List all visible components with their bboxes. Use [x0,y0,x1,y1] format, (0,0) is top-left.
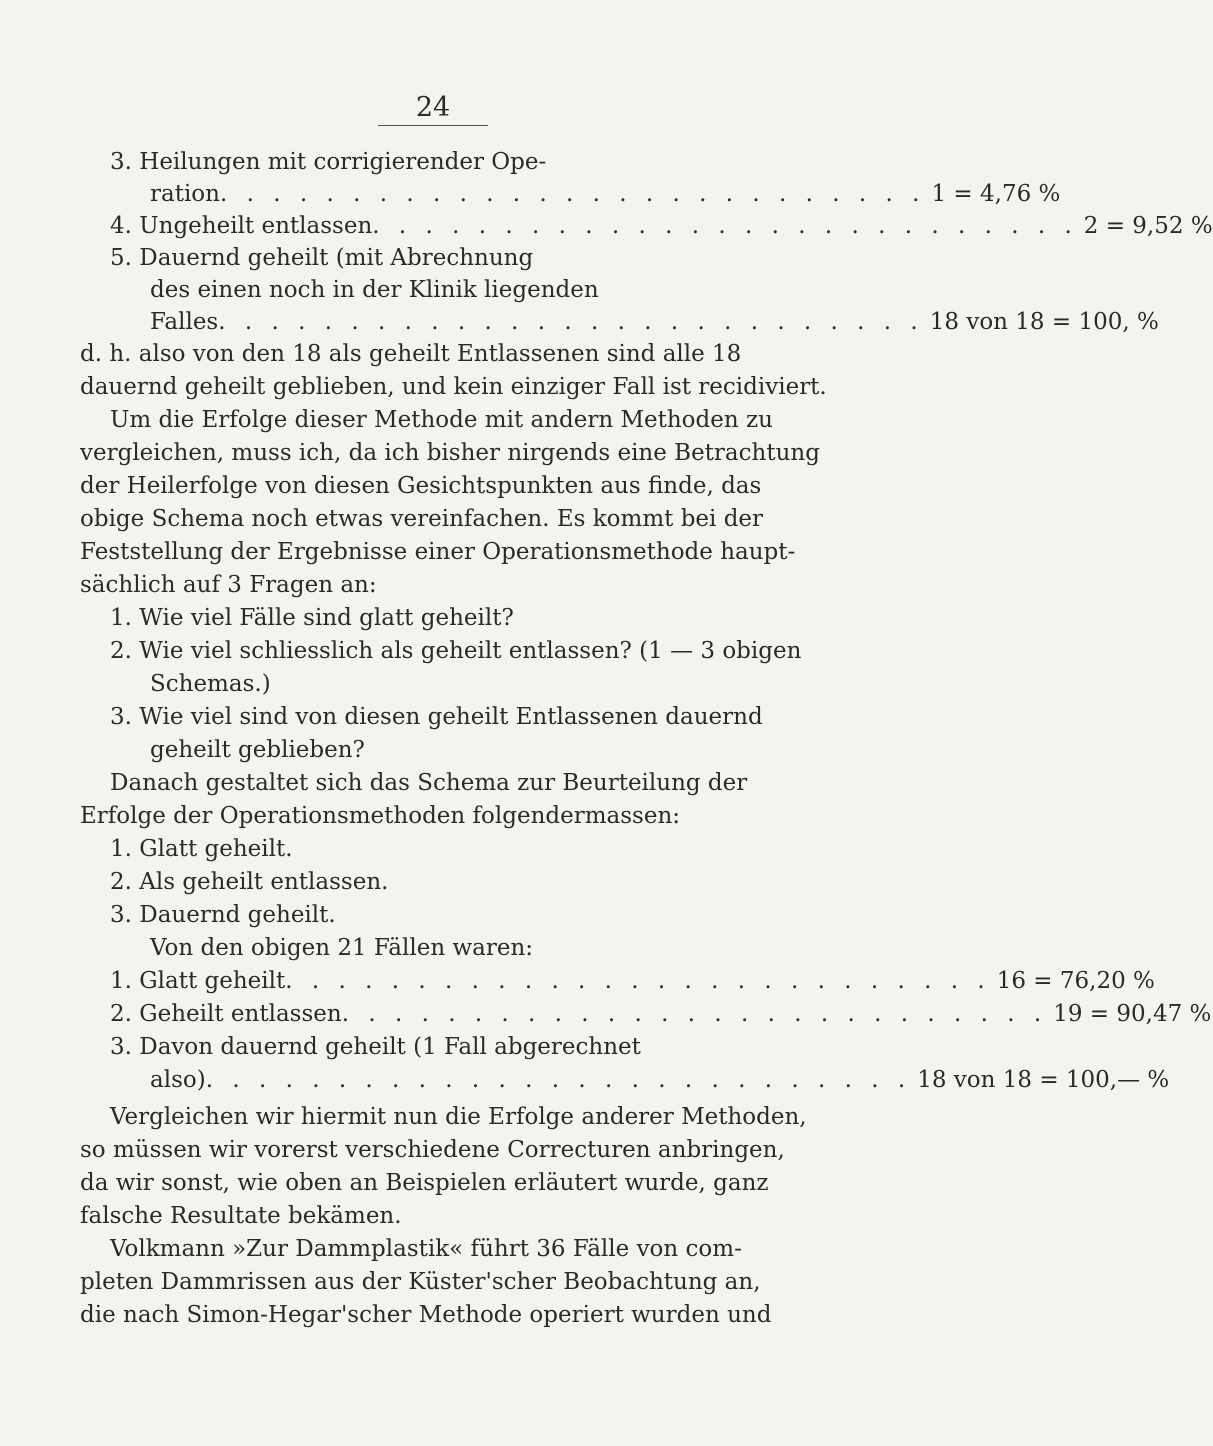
question-1: 1. Wie viel Fälle sind glatt geheilt? [110,605,514,631]
schema1-item-4-num: 4. [110,213,132,239]
schema1-item-3-num: 3. [110,149,132,175]
paragraph-line: vergleichen, muss ich, da ich bisher nirgends eine Betrachtung [80,440,820,466]
schema1-item-5-row [150,306,1159,338]
schema1-item-4 [110,210,1213,242]
result-2-value: 19 = 90,47 % [1053,1001,1212,1027]
schema1-item-4-value: 2 = 9,52 % [1083,213,1213,239]
result-2 [110,998,1212,1030]
result-3-label: also) [150,1067,206,1093]
paragraph-line: d. h. also von den 18 als geheilt Entlassenen sind alle 18 [80,341,742,367]
paragraph-line: Um die Erfolge dieser Methode mit andern Methoden zu [110,407,773,433]
category-2: 2. Als geheilt entlassen. [110,869,389,895]
result-1-value: 16 = 76,20 % [996,968,1155,994]
paragraph-line: sächlich auf 3 Fragen an: [80,572,377,598]
paragraph-line: Volkmann »Zur Dammplastik« führt 36 Fälle von com- [110,1236,742,1262]
paragraph-line: Vergleichen wir hiermit nun die Erfolge anderer Methoden, [110,1104,807,1130]
schema1-item-5-label: Falles [150,309,219,335]
schema1-item-5-value: 18 von 18 = 100, % [929,309,1159,335]
result-3-value: 18 von 18 = 100,— % [917,1067,1170,1093]
result-1 [110,965,1155,997]
schema1-item-5-cont: des einen noch in der Klinik liegenden [150,277,599,303]
result-3-row [150,1064,1170,1096]
paragraph-line: so müssen wir vorerst verschiedene Correcturen anbringen, [80,1137,785,1163]
schema1-item-3-text: Heilungen mit corrigierender Ope- [139,149,547,175]
question-2-cont: Schemas.) [150,671,271,697]
schema1-item-3-row [150,178,1061,210]
schema1-item-5-text: Dauernd geheilt (mit Abrechnung [139,245,534,271]
question-2: 2. Wie viel schliesslich als geheilt entlassen? (1 — 3 obigen [110,638,802,664]
paragraph-line: dauernd geheilt geblieben, und kein einziger Fall ist recidiviert. [80,374,827,400]
result-3: 3. Davon dauernd geheilt (1 Fall abgerechnet [110,1034,641,1060]
schema1-item-4-label: Ungeheilt entlassen [139,213,373,239]
paragraph-line: obige Schema noch etwas vereinfachen. Es kommt bei der [80,506,764,532]
paragraph-line: die nach Simon-Hegar'scher Methode operiert wurden und [80,1302,772,1328]
question-3-cont: geheilt geblieben? [150,737,365,763]
category-1: 1. Glatt geheilt. [110,836,293,862]
results-intro: Von den obigen 21 Fällen waren: [150,935,534,961]
schema1-item-5 [110,242,700,274]
paragraph-line: Erfolge der Operationsmethoden folgendermassen: [80,803,681,829]
schema1-item-3-value: 1 = 4,76 % [931,181,1061,207]
schema1-item-3 [110,146,700,178]
paragraph-line: Danach gestaltet sich das Schema zur Beurteilung der [110,770,748,796]
schema1-item-3-label: ration [150,181,220,207]
leader-dots: . . . . . . . . . . . . . . . . . . . . . . . . . . . [285,968,991,994]
result-2-label: 2. Geheilt entlassen [110,1001,342,1027]
schema1-item-5-num: 5. [110,245,132,271]
result-1-label: 1. Glatt geheilt [110,968,286,994]
paragraph-line: falsche Resultate bekämen. [80,1203,402,1229]
leader-dots: . . . . . . . . . . . . . . . . . . . . . . . . . . . [219,181,926,207]
paragraph-line: der Heilerfolge von diesen Gesichtspunkten aus finde, das [80,473,762,499]
leader-dots: . . . . . . . . . . . . . . . . . . . . . . . . . . . [372,213,1078,239]
question-3: 3. Wie viel sind von diesen geheilt Entlassenen dauernd [110,704,763,730]
paragraph-line: Feststellung der Ergebnisse einer Operationsmethode haupt- [80,539,796,565]
leader-dots: . . . . . . . . . . . . . . . . . . . . . . . . . . . [205,1067,912,1093]
category-3: 3. Dauernd geheilt. [110,902,336,928]
paragraph-line: pleten Dammrissen aus der Küster'scher Beobachtung an, [80,1269,761,1295]
leader-dots: . . . . . . . . . . . . . . . . . . . . . . . . . . . [341,1001,1048,1027]
paragraph-line: da wir sonst, wie oben an Beispielen erläutert wurde, ganz [80,1170,769,1196]
page-number: 24 [378,92,488,126]
leader-dots: . . . . . . . . . . . . . . . . . . . . . . . . . . . [218,309,924,335]
